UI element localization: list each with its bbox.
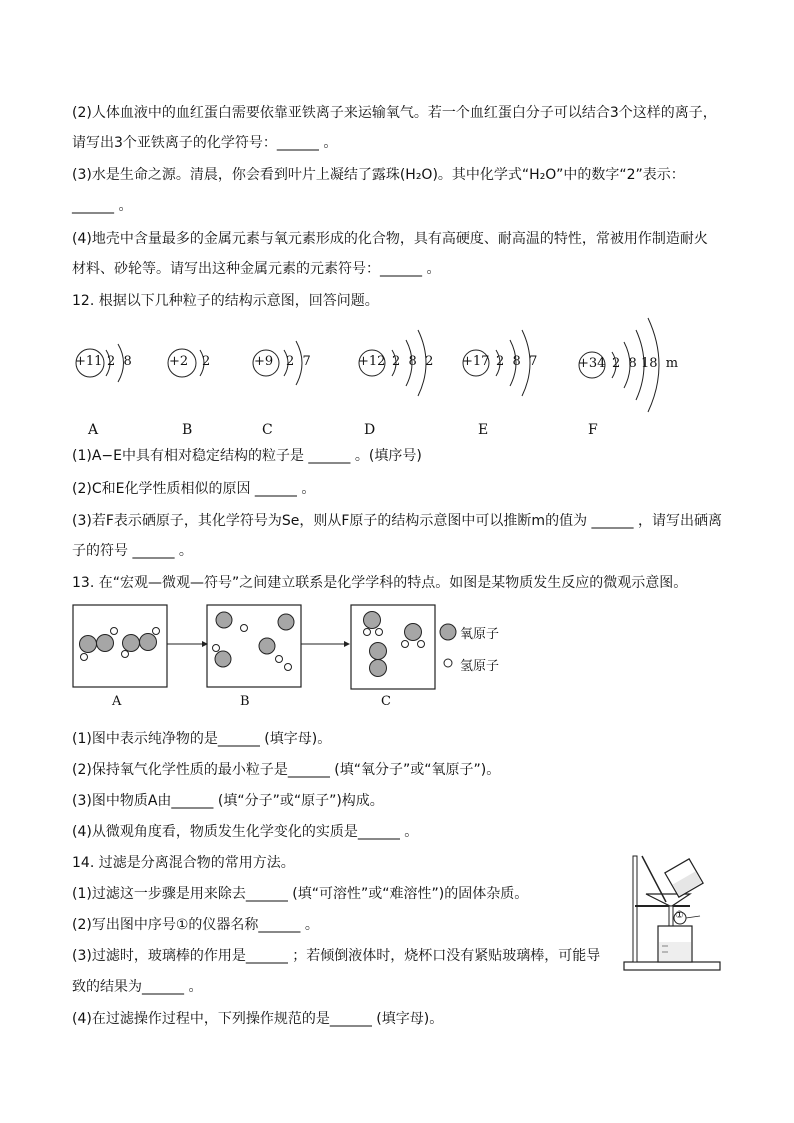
atom-diagram-e — [458, 318, 558, 412]
q14-stem: 14. 过滤是分离混合物的常用方法。 — [72, 855, 295, 871]
atom-letter-d: D — [364, 422, 376, 438]
atom-f-nucleus: +34 — [578, 356, 606, 371]
q11-part4-line1: (4)地壳中含量最多的金属元素与氧元素形成的化合物，具有高硬度、耐高温的特性，常被用作制造耐火 — [72, 231, 708, 247]
q13-part4: (4)从微观角度看，物质发生化学变化的实质是______ 。 — [72, 824, 419, 840]
box-label-c: C — [381, 694, 391, 709]
atom-d-shells: 2 8 2 — [392, 354, 434, 369]
atom-diagram-f — [574, 306, 684, 428]
atom-a-nucleus: +11 — [75, 354, 103, 369]
q14-part3-line2: 致的结果为______ 。 — [72, 979, 203, 995]
atom-f-shells: 2 8 18 m — [612, 356, 679, 371]
filtration-apparatus-svg — [620, 852, 724, 976]
q14-part4: (4)在过滤操作过程中，下列操作规范的是______ (填字母)。 — [72, 1011, 444, 1027]
q11-part2-line2: 请写出3个亚铁离子的化学符号：______ 。 — [72, 135, 338, 151]
q14-part3-line1: (3)过滤时，玻璃棒的作用是______ ；若倾倒液体时，烧杯口没有紧贴玻璃棒，可能导 — [72, 948, 601, 964]
legend-hydrogen-atom: 氢原子 — [460, 659, 500, 674]
box-label-b: B — [240, 694, 250, 709]
reaction-diagram-svg — [72, 604, 532, 694]
atom-diagram-d — [354, 318, 454, 412]
q11-part3-line1: (3)水是生命之源。清晨，你会看到叶片上凝结了露珠(H₂O)。其中化学式“H₂O”中的数字“2”表示： — [72, 167, 685, 183]
atom-c-shells: 2 7 — [286, 354, 311, 369]
q13-part2: (2)保持氧气化学性质的最小粒子是______ (填“氧分子”或“氧原子”)。 — [72, 762, 501, 778]
atom-letter-f: F — [588, 422, 598, 438]
legend-oxygen-atom: 氧原子 — [460, 627, 500, 642]
q14-part1: (1)过滤这一步骤是用来除去______ (填“可溶性”或“难溶性”)的固体杂质。 — [72, 886, 529, 902]
q13-part1: (1)图中表示纯净物的是______ (填字母)。 — [72, 731, 332, 747]
q11-part2-line1: (2)人体血液中的血红蛋白需要依靠亚铁离子来运输氧气。若一个血红蛋白分子可以结合3个这样的离子， — [72, 105, 717, 121]
atom-d-nucleus: +12 — [358, 354, 386, 369]
q12-part3-line2: 子的符号 ______ 。 — [72, 543, 193, 559]
atom-e-nucleus: +17 — [462, 354, 490, 369]
reaction-micro-diagram — [72, 604, 532, 714]
filtration-apparatus — [620, 852, 724, 976]
atom-c-nucleus: +9 — [254, 354, 274, 369]
atom-letter-c: C — [262, 422, 273, 438]
q14-part2: (2)写出图中序号①的仪器名称______ 。 — [72, 917, 319, 933]
apparatus-marker-1: ① — [675, 910, 684, 921]
atom-letter-e: E — [478, 422, 489, 438]
q12-part3-line1: (3)若F表示硒原子，其化学符号为Se，则从F原子的结构示意图中可以推断m的值为 ______ ，请写出硒离 — [72, 513, 722, 529]
atom-diagram-c — [248, 323, 328, 407]
atom-structure-diagrams — [66, 318, 679, 444]
atom-diagram-a — [66, 328, 146, 402]
atom-diagram-b — [164, 328, 224, 402]
atom-letter-a: A — [88, 422, 99, 438]
atom-letter-b: B — [182, 422, 193, 438]
box-label-a: A — [112, 694, 122, 709]
q12-part1: (1)A−E中具有相对稳定结构的粒子是 ______ 。(填序号) — [72, 448, 422, 464]
q11-part3-line2: ______ 。 — [72, 198, 133, 214]
q11-part4-line2: 材料、砂轮等。请写出这种金属元素的元素符号：______ 。 — [72, 261, 441, 277]
q12-stem: 12. 根据以下几种粒子的结构示意图，回答问题。 — [72, 293, 379, 309]
q13-part3: (3)图中物质A由______ (填“分子”或“原子”)构成。 — [72, 793, 384, 809]
q13-stem: 13. 在“宏观—微观—符号”之间建立联系是化学学科的特点。如图是某物质发生反应的微观示意图。 — [72, 575, 688, 591]
atom-b-nucleus: +2 — [169, 354, 189, 369]
atom-e-shells: 2 8 7 — [496, 354, 538, 369]
atom-b-shells: 2 — [202, 354, 211, 369]
atom-a-shells: 2 8 — [107, 354, 132, 369]
q12-part2: (2)C和E化学性质相似的原因 ______ 。 — [72, 481, 316, 497]
